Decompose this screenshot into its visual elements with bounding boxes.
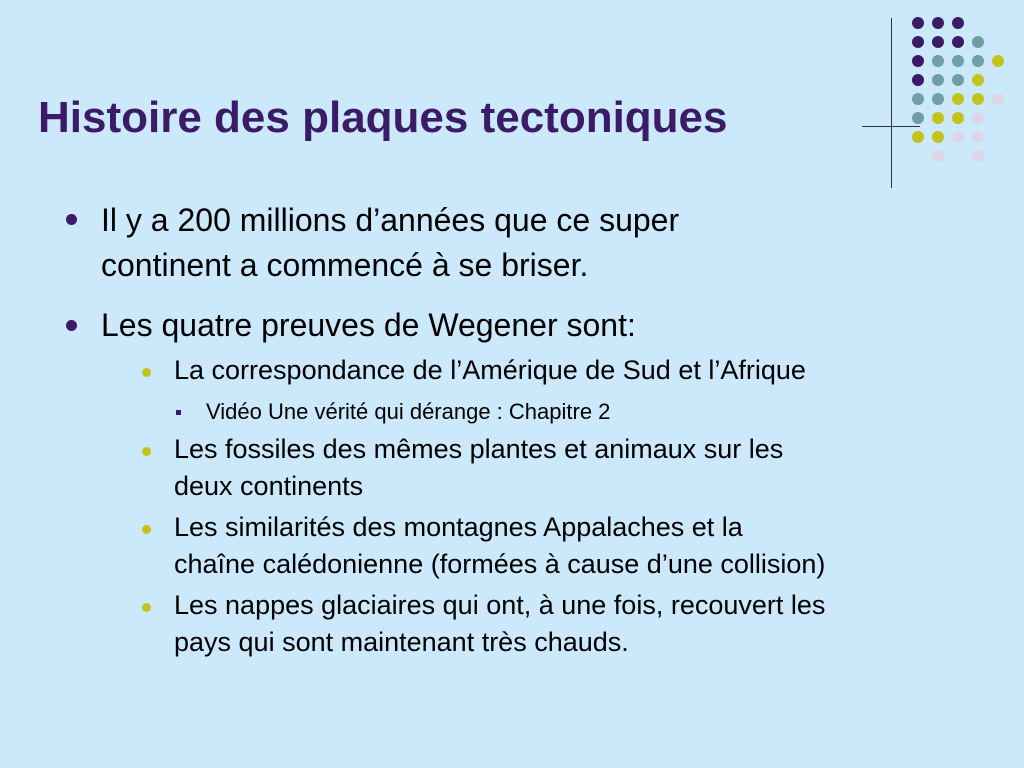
sub-bullet-text: Les similarités des montagnes Appalaches et la [174,512,743,542]
sub-bullet-text: pays qui sont maintenant très chauds. [174,627,629,657]
decorative-vertical-line [891,18,892,188]
decorative-dot [912,93,924,105]
decorative-dot [932,55,944,67]
decorative-dot [932,93,944,105]
sub-bullet-text: Les fossiles des mêmes plantes et animaux sur les [174,434,784,464]
decorative-dot [912,112,924,124]
decorative-dot [912,17,924,29]
decorative-dot [912,55,924,67]
decorative-dot [952,36,964,48]
bullet-text: Les quatre preuves de Wegener sont: [101,307,636,343]
decorative-dot [912,74,924,86]
decorative-dot [972,74,984,86]
decorative-dot [932,112,944,124]
decorative-dot [932,74,944,86]
sub-bullet-dot [142,368,151,377]
sub-bullet-text: deux continents [174,471,364,501]
decorative-dot [952,112,964,124]
slide-title: Histoire des plaques tectoniques [38,93,728,142]
bullet-text: continent a commencé à se briser. [101,247,589,283]
decorative-dot [932,150,944,162]
bullet-text: Il y a 200 millions d’années que ce super [101,202,680,238]
decorative-dot [972,112,984,124]
decorative-dot [952,17,964,29]
decorative-dot [952,131,964,143]
decorative-dot [992,55,1004,67]
decorative-dot [992,93,1004,105]
decorative-dot [952,93,964,105]
decorative-dot [912,36,924,48]
decorative-dot [972,55,984,67]
bullet-dot [66,214,77,225]
decorative-dot [912,131,924,143]
sub-sub-bullet-text: Vidéo Une vérité qui dérange : Chapitre 2 [206,399,611,424]
sub-bullet-text: Les nappes glaciaires qui ont, à une fois, recouvert les [174,590,826,620]
sub-bullet-dot [142,447,151,456]
decorative-dot [972,150,984,162]
decorative-dot [952,74,964,86]
decorative-dot [932,36,944,48]
decorative-dot [932,17,944,29]
decorative-dot [972,131,984,143]
decorative-dot [932,131,944,143]
sub-sub-bullet-square [176,410,181,415]
sub-bullet-text: chaîne calédonienne (formées à cause d’une collision) [174,549,826,579]
decorative-dot [972,93,984,105]
decorative-horizontal-line [862,126,920,127]
sub-bullet-dot [142,525,151,534]
sub-bullet-dot [142,603,151,612]
bullet-dot [66,320,77,331]
sub-bullet-text: La correspondance de l’Amérique de Sud et l’Afrique [174,355,806,385]
decorative-dot [972,36,984,48]
decorative-dot [952,55,964,67]
